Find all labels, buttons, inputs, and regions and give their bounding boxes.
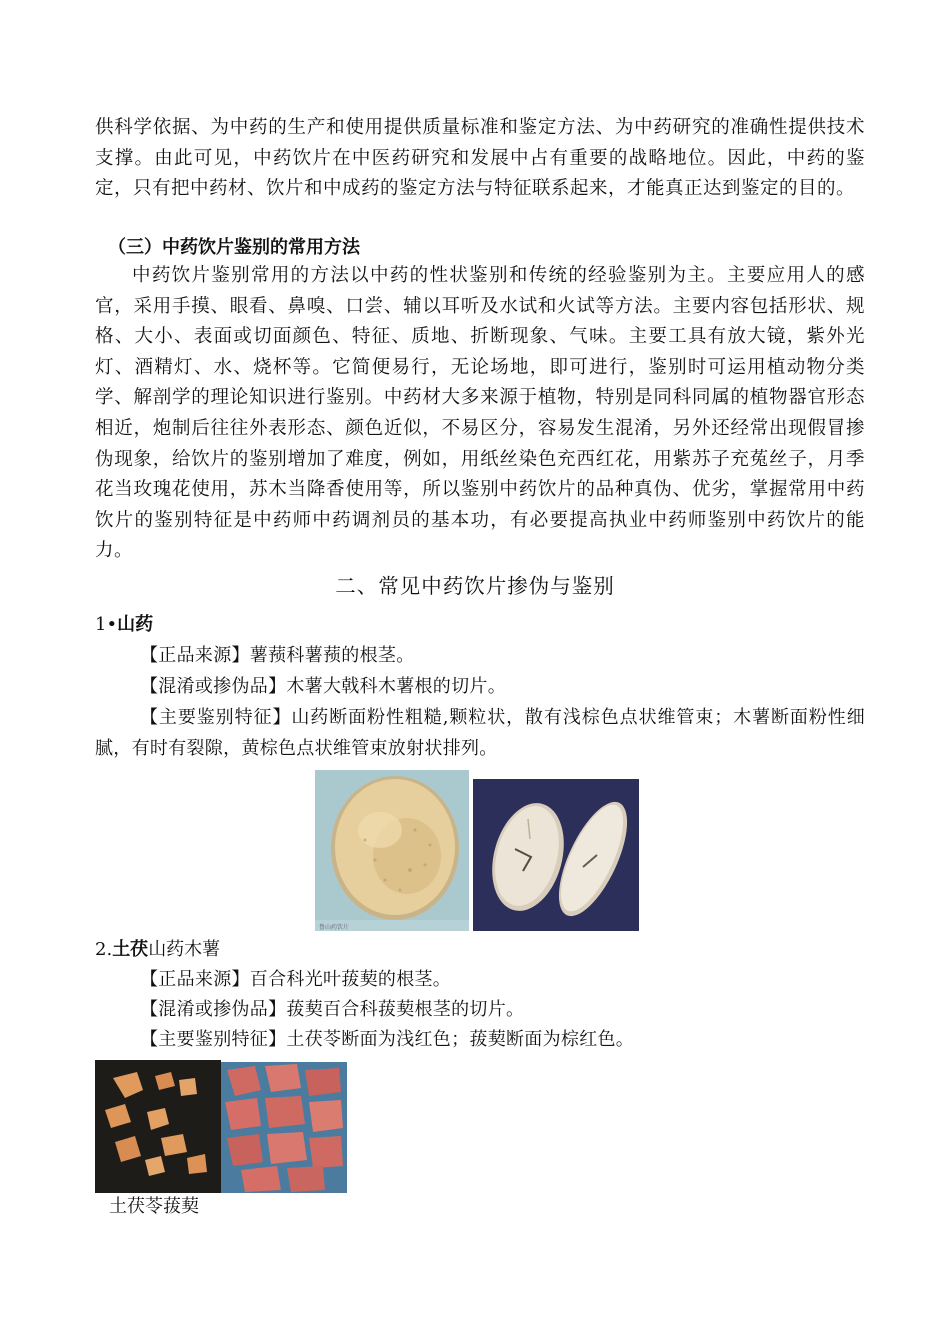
item-title-shanyao: [95, 613, 153, 637]
tufuling-slices-image: [95, 1060, 221, 1193]
item-title-tufuling: [95, 938, 220, 962]
adulterant-line: 【混淆或掺伪品】菝葜百合科菝葜根茎的切片。: [140, 999, 525, 1020]
subsection-heading: （三）中药饮片鉴别的常用方法: [108, 237, 360, 258]
item-name: 山药: [117, 614, 154, 635]
features-line: 【主要鉴别特征】土茯苓断面为浅红色；菝葜断面为棕红色。: [140, 1029, 635, 1050]
photo-small-caption: 鲁山药饮片: [319, 924, 350, 931]
tufuling-slices-photo: [95, 1060, 221, 1193]
item-number: 1•: [95, 614, 118, 635]
photo-caption: 土茯苓菝葜: [109, 1196, 199, 1217]
baqia-slices-photo: [221, 1062, 347, 1193]
yam-slice-image: [315, 770, 469, 931]
baqia-slices-image: [221, 1062, 347, 1193]
yam-slice-photo: [315, 770, 469, 931]
source-line: 【正品来源】百合科光叶菝葜的根茎。: [140, 969, 452, 990]
item-name: 土茯: [112, 939, 149, 960]
cassava-slice-photo: [473, 779, 639, 931]
cassava-slice-image: [473, 779, 639, 931]
intro-paragraph: 供科学依据、为中药的生产和使用提供质量标准和鉴定方法、为中药研究的准确性提供技术支撑。由此可见，中药饮片在中医药研究和发展中占有重要的战略地位。因此，中药的鉴定，只有把中药材、饮片和中成药的鉴定方法与特征联系起来，才能真正达到鉴定的目的。: [95, 117, 865, 200]
item-number: 2.: [95, 939, 113, 960]
source-line: 【正品来源】薯蓣科薯蓣的根茎。: [140, 645, 415, 666]
methods-paragraph: 中药饮片鉴别常用的方法以中药的性状鉴别和传统的经验鉴别为主。主要应用人的感官，采用手摸、眼看、鼻嗅、口尝、辅以耳听及水试和火试等方法。主要内容包括形状、规格、大小、表面或切面颜色、特征、质地、折断现象、气味。主要工具有放大镜，紫外光灯、酒精灯、水、烧杯等。它简便易行，无论场地，即可进行，鉴别时可运用植动物分类学、解剖学的理论知识进行鉴别。中药材大多来源于植物，特别是同科同属的植物器官形态相近，炮制后往往外表形态、颜色近似，不易区分，容易发生混淆，另外还经常出现假冒掺伪现象，给饮片的鉴别增加了难度，例如，用纸丝染色充西红花，用紫苏子充菟丝子，月季花当玫瑰花使用，苏木当降香使用等，所以鉴别中药饮片的品种真伪、优劣，掌握常用中药饮片的鉴别特征是中药师中药调剂员的基本功，有必要提高执业中药师鉴别中药饮片的能力。: [95, 265, 865, 562]
section-title: 二、常见中药饮片掺伪与鉴别: [335, 574, 615, 598]
adulterant-line: 【混淆或掺伪品】木薯大戟科木薯根的切片。: [140, 676, 506, 697]
item-name-rest: 山药木薯: [148, 939, 221, 960]
features-paragraph: 【主要鉴别特征】山药断面粉性粗糙,颗粒状，散有浅棕色点状维管束；木薯断面粉性细腻，有时有裂隙，黄棕色点状维管束放射状排列。: [95, 707, 865, 759]
